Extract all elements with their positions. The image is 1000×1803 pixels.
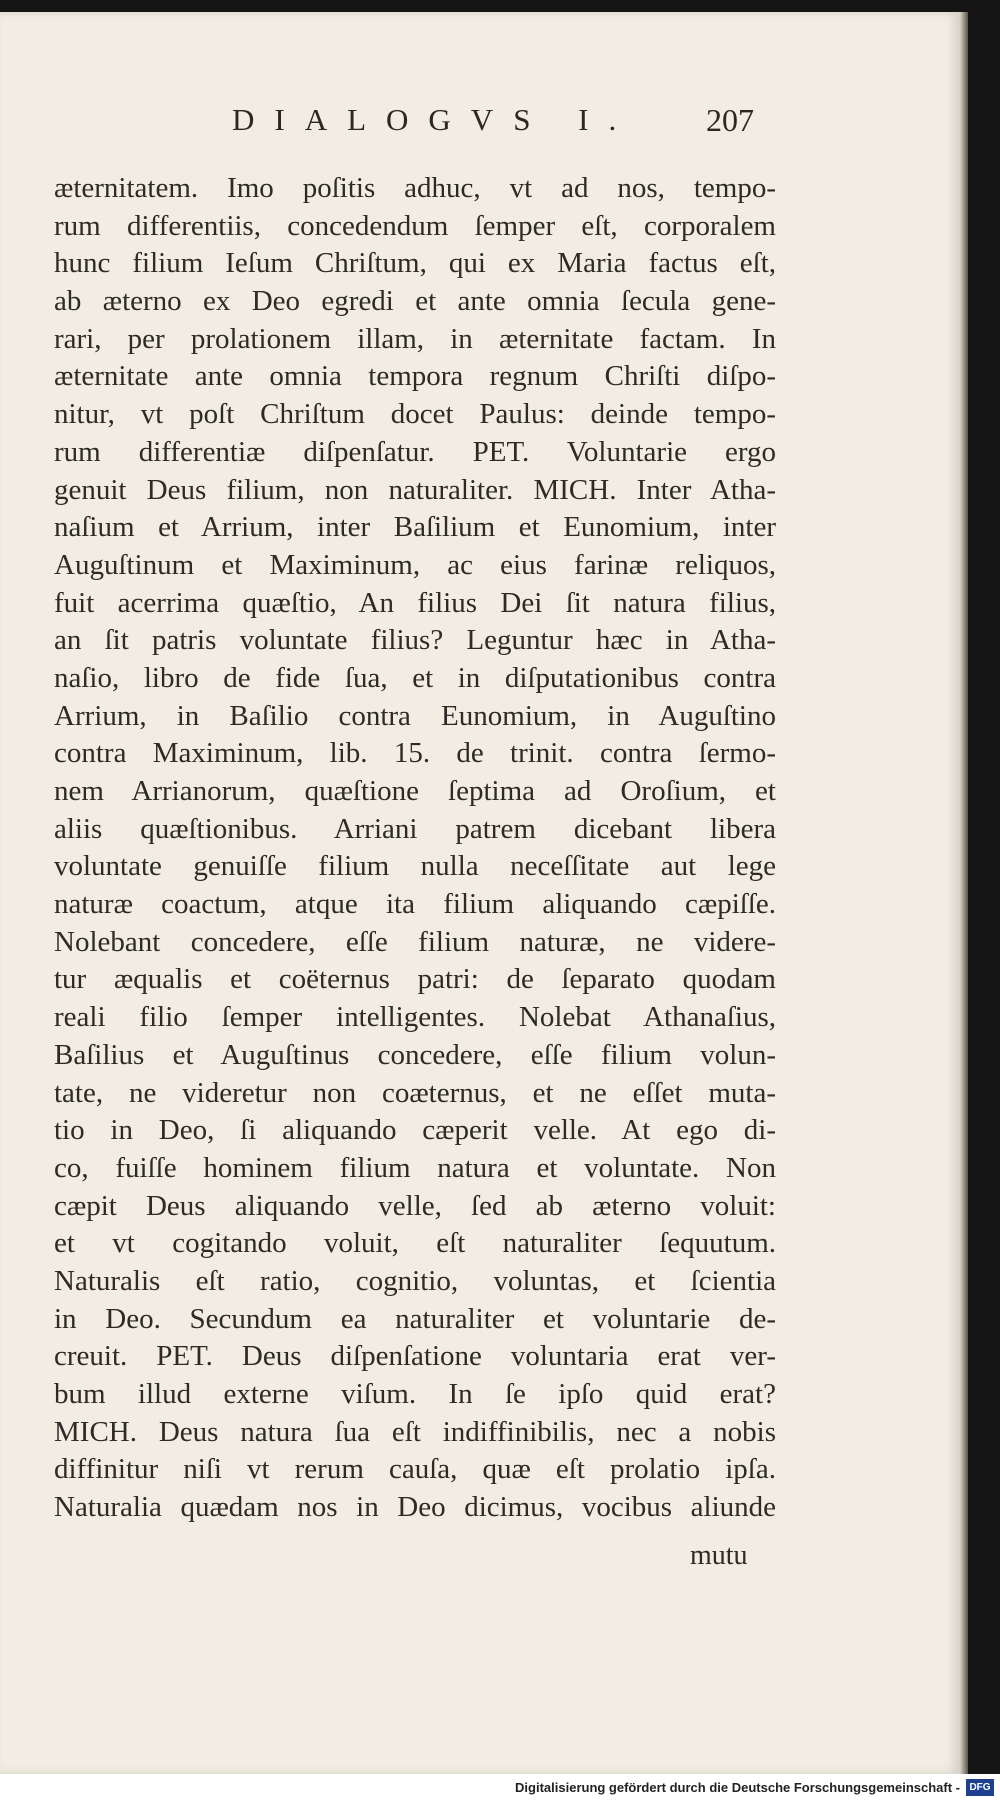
text-line: tio in Deo, ſi aliquando cæperit velle. At ego di- bbox=[54, 1114, 776, 1147]
text-line: Naturalia quædam nos in Deo dicimus, vocibus aliunde bbox=[54, 1491, 776, 1524]
page-edge bbox=[960, 12, 968, 1774]
funding-credit: Digitalisierung gefördert durch die Deutsche Forschungsgemeinschaft - bbox=[515, 1780, 960, 1795]
text-line: rum differentiis, concedendum ſemper eſt, corporalem bbox=[54, 209, 776, 242]
text-line: aliis quæſtionibus. Arriani patrem dicebant libera bbox=[54, 812, 776, 845]
catchword: mutu bbox=[690, 1540, 748, 1571]
text-line: in Deo. Secundum ea naturaliter et voluntarie de- bbox=[54, 1302, 776, 1335]
text-line: Auguſtinum et Maximinum, ac eius farinæ reliquos, bbox=[54, 548, 776, 581]
body-text bbox=[54, 170, 776, 1527]
text-line: MICH. Deus natura ſua eſt indiffinibilis, nec a nobis bbox=[54, 1415, 776, 1448]
text-line: reali filio ſemper intelligentes. Nolebat Athanaſius, bbox=[54, 1001, 776, 1034]
text-line: nitur, vt poſt Chriſtum docet Paulus: deinde tempo- bbox=[54, 398, 776, 431]
text-line: æternitatem. Imo poſitis adhuc, vt ad nos, tempo- bbox=[54, 172, 776, 204]
text-line: tur æqualis et coëternus patri: de ſeparato quodam bbox=[54, 963, 776, 996]
book-page bbox=[0, 12, 960, 1774]
text-line: rum differentiæ diſpenſatur. PET. Voluntarie ergo bbox=[54, 435, 776, 468]
text-line: Nolebant concedere, eſſe filium naturæ, ne videre- bbox=[54, 925, 776, 958]
text-line: nem Arrianorum, quæſtione ſeptima ad Oroſium, et bbox=[54, 775, 776, 807]
text-line: diffinitur niſi vt rerum cauſa, quæ eſt prolatio ipſa. bbox=[54, 1453, 776, 1486]
dfg-logo: DFG bbox=[966, 1779, 994, 1796]
text-line: fuit acerrima quæſtio, An filius Dei ſit natura filius, bbox=[54, 586, 776, 619]
text-line: an ſit patris voluntate filius? Leguntur hæc in Atha- bbox=[54, 624, 776, 657]
text-line: æternitate ante omnia tempora regnum Chriſti diſpo- bbox=[54, 360, 776, 393]
text-line: genuit Deus filium, non naturaliter. MICH. Inter Atha- bbox=[54, 473, 776, 506]
text-line: bum illud externe viſum. In ſe ipſo quid erat? bbox=[54, 1378, 776, 1410]
text-line: et vt cogitando voluit, eſt naturaliter ſequutum. bbox=[54, 1227, 776, 1260]
text-line: co, fuiſſe hominem filium natura et voluntate. Non bbox=[54, 1151, 776, 1184]
text-line: ab æterno ex Deo egredi et ante omnia ſecula gene- bbox=[54, 285, 776, 318]
running-head bbox=[0, 102, 960, 142]
text-line: Naturalis eſt ratio, cognitio, voluntas, et ſcientia bbox=[54, 1264, 776, 1297]
text-line: cæpit Deus aliquando velle, ſed ab æterno voluit: bbox=[54, 1189, 776, 1222]
digitization-footer bbox=[0, 1774, 1000, 1803]
text-line: contra Maximinum, lib. 15. de trinit. contra ſermo- bbox=[54, 737, 776, 770]
text-line: naſium et Arrium, inter Baſilium et Eunomium, inter bbox=[54, 511, 776, 544]
page-number: 207 bbox=[706, 102, 754, 138]
text-line: Arrium, in Baſilio contra Eunomium, in Auguſtino bbox=[54, 699, 776, 732]
text-line: rari, per prolationem illam, in æternitate factam. In bbox=[54, 322, 776, 355]
running-title: DIALOGVS I. bbox=[232, 102, 637, 137]
text-line: voluntate genuiſſe filium nulla neceſſitate aut lege bbox=[54, 850, 776, 883]
text-line: hunc filium Ieſum Chriſtum, qui ex Maria factus eſt, bbox=[54, 247, 776, 280]
text-line: naſio, libro de fide ſua, et in diſputationibus contra bbox=[54, 661, 776, 694]
text-line: creuit. PET. Deus diſpenſatione voluntaria erat ver- bbox=[54, 1340, 776, 1373]
text-line: naturæ coactum, atque ita filium aliquando cæpiſſe. bbox=[54, 888, 776, 921]
text-line: tate, ne videretur non coæternus, et ne eſſet muta- bbox=[54, 1076, 776, 1109]
text-line: Baſilius et Auguſtinus concedere, eſſe filium volun- bbox=[54, 1038, 776, 1071]
